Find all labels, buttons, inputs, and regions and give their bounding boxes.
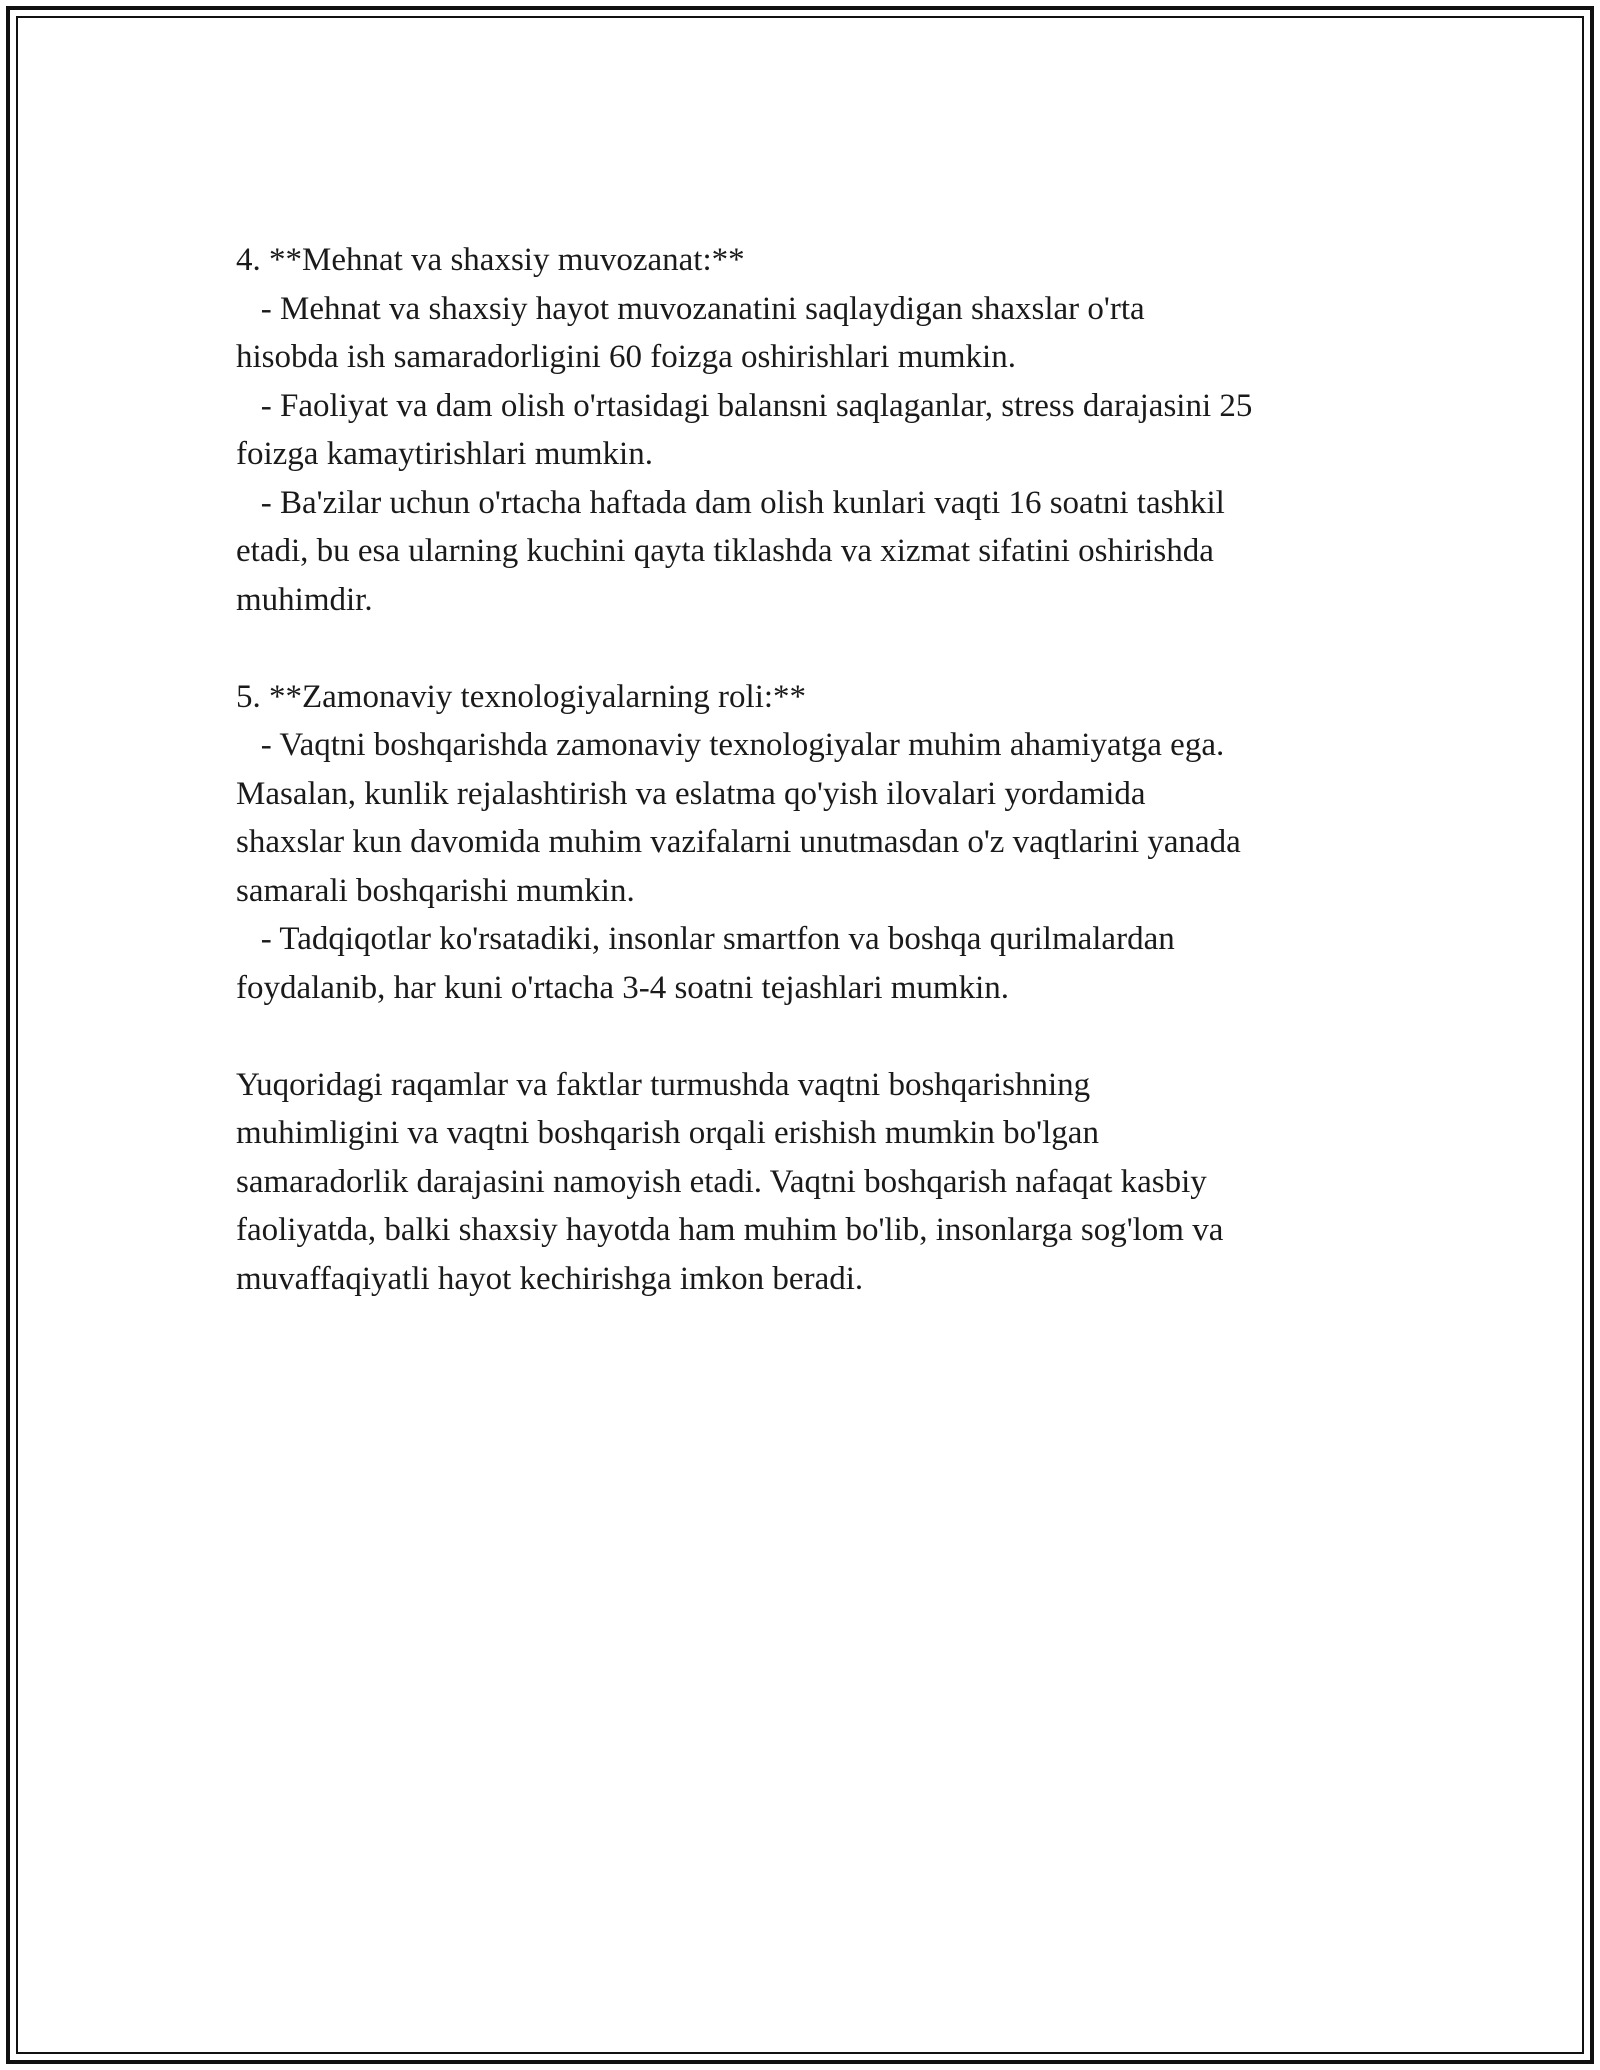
section-heading-work-life-balance: 4. **Mehnat va shaxsiy muvozanat:**: [236, 242, 745, 278]
bullet-weekend-rest: - Ba'zilar uchun o'rtacha haftada dam olish kunlari vaqti 16 soatni tashkil etadi, bu esa ularning kuchini qayta tiklashda va xizmat sifatini oshirishda muhimdir.: [236, 484, 1225, 618]
bullet-technology-importance: - Vaqtni boshqarishda zamonaviy texnologiyalar muhim ahamiyatga ega. Masalan, kunlik rejalashtirish va eslatma qo'yish ilovalari yordamida shaxslar kun davomida muhim vazifalarni unutmasdan o'z vaqtlarini yanada samarali boshqarishi mumkin.: [236, 727, 1241, 909]
bullet-productivity: - Mehnat va shaxsiy hayot muvozanatini saqlaydigan shaxslar o'rta hisobda ish samaradorligini 60 foizga oshirishlari mumkin.: [236, 290, 1145, 375]
document-body: [236, 236, 1396, 1303]
bullet-stress: - Faoliyat va dam olish o'rtasidagi balansni saqlaganlar, stress darajasini 25 foizga kamaytirishlari mumkin.: [236, 387, 1253, 472]
conclusion-paragraph: Yuqoridagi raqamlar va faktlar turmushda vaqtni boshqarishning muhimligini va vaqtni boshqarish orqali erishish mumkin bo'lgan samaradorlik darajasini namoyish etadi. Vaqtni boshqarish nafaqat kasbiy faoliyatda, balki shaxsiy hayotda ham muhim bo'lib, insonlarga sog'lom va muvaffaqiyatli hayot kechirishga imkon beradi.: [236, 1066, 1224, 1297]
bullet-time-saved: - Tadqiqotlar ko'rsatadiki, insonlar smartfon va boshqa qurilmalardan foydalanib, har kuni o'rtacha 3-4 soatni tejashlari mumkin.: [236, 921, 1175, 1006]
section-heading-technology: 5. **Zamonaviy texnologiyalarning roli:**: [236, 678, 807, 715]
paragraph-gap: [236, 1012, 1396, 1061]
paragraph-gap: [236, 624, 1396, 673]
